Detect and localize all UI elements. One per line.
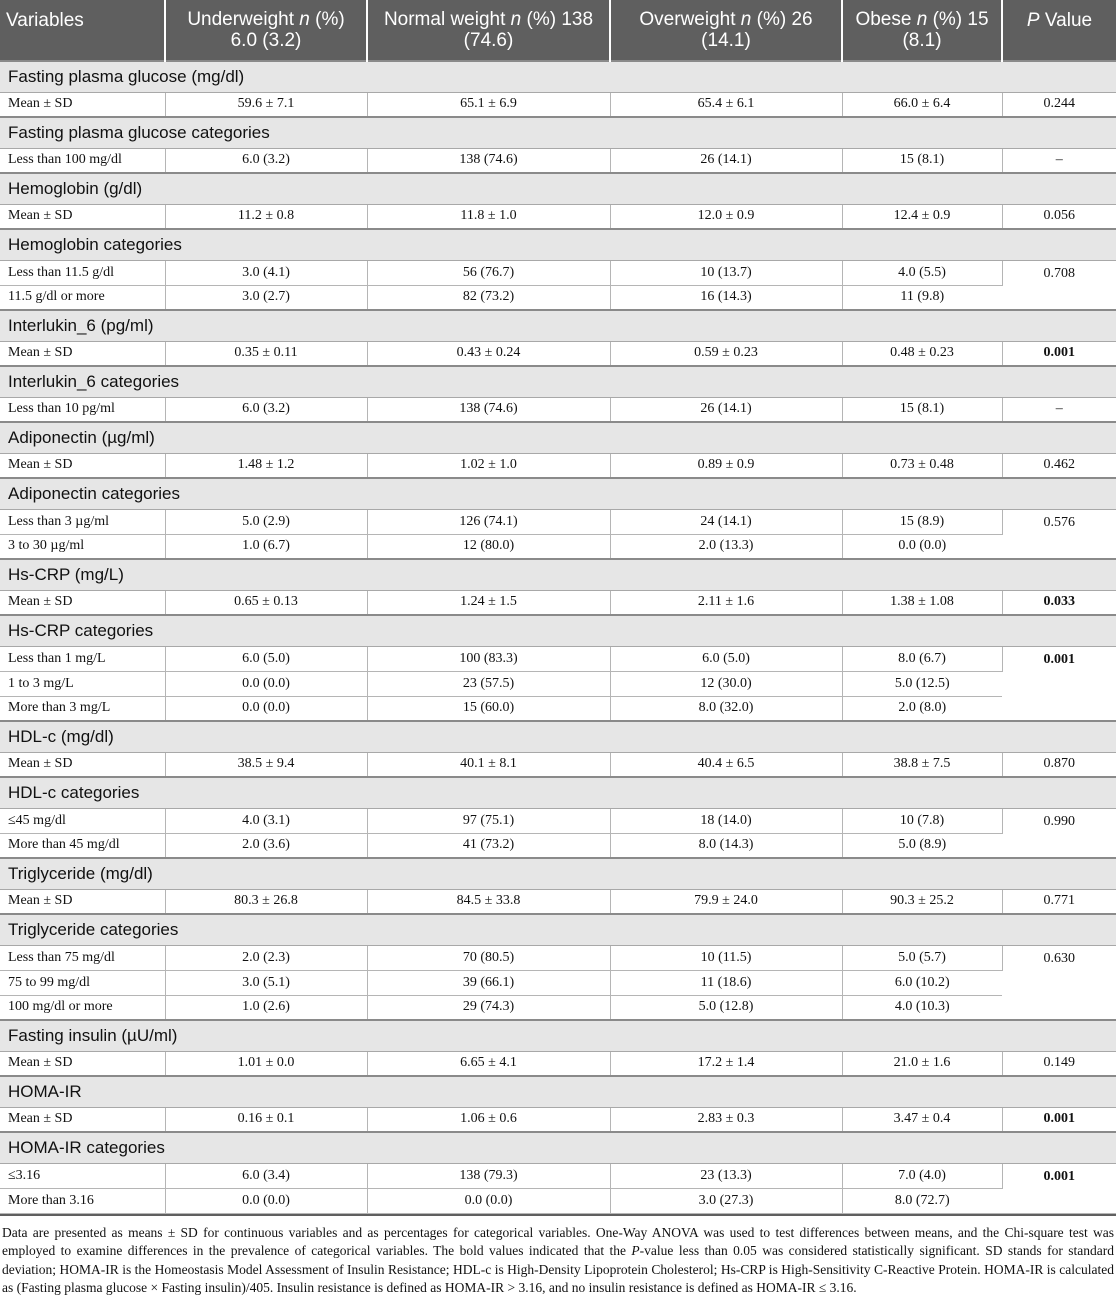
cell-overweight: 23 (13.3): [610, 1163, 842, 1188]
section-header-row: [0, 310, 1116, 341]
cell-normal-weight: 82 (73.2): [367, 285, 610, 310]
section-header-row: [0, 914, 1116, 945]
cell-p-value: 0.001: [1002, 341, 1116, 366]
cell-normal-weight: 126 (74.1): [367, 509, 610, 534]
cell-p-value: 0.870: [1002, 752, 1116, 777]
cell-obese: 15 (8.1): [842, 397, 1002, 422]
row-label: More than 3 mg/L: [0, 696, 165, 721]
row-label: 100 mg/dl or more: [0, 995, 165, 1020]
row-label: Mean ± SD: [0, 204, 165, 229]
cell-obese: 66.0 ± 6.4: [842, 92, 1002, 117]
table-header: [0, 0, 1116, 61]
cell-normal-weight: 65.1 ± 6.9: [367, 92, 610, 117]
cell-normal-weight: 0.43 ± 0.24: [367, 341, 610, 366]
cell-obese: 0.48 ± 0.23: [842, 341, 1002, 366]
section-title: Fasting plasma glucose (mg/dl): [0, 61, 1116, 92]
cell-underweight: 2.0 (2.3): [165, 945, 367, 970]
cell-underweight: 4.0 (3.1): [165, 808, 367, 833]
section-title: Fasting insulin (µU/ml): [0, 1020, 1116, 1051]
row-label: Less than 3 µg/ml: [0, 509, 165, 534]
cell-underweight: 0.35 ± 0.11: [165, 341, 367, 366]
row-label: ≤3.16: [0, 1163, 165, 1188]
cell-obese: 12.4 ± 0.9: [842, 204, 1002, 229]
cell-overweight: 2.11 ± 1.6: [610, 590, 842, 615]
cell-normal-weight: 1.02 ± 1.0: [367, 453, 610, 478]
table-row: [0, 646, 1116, 671]
section-header-row: [0, 559, 1116, 590]
section-title: Interlukin_6 categories: [0, 366, 1116, 397]
section-title: HDL-c (mg/dl): [0, 721, 1116, 752]
cell-underweight: 0.65 ± 0.13: [165, 590, 367, 615]
header-normal-n: n: [510, 9, 522, 30]
section-header-row: [0, 422, 1116, 453]
cell-underweight: 38.5 ± 9.4: [165, 752, 367, 777]
table-footnote: [0, 1214, 1116, 1298]
row-label: More than 45 mg/dl: [0, 833, 165, 858]
table-row: [0, 696, 1116, 721]
cell-underweight: 59.6 ± 7.1: [165, 92, 367, 117]
row-label: 75 to 99 mg/dl: [0, 970, 165, 995]
cell-p-value: 0.244: [1002, 92, 1116, 117]
table-row: [0, 453, 1116, 478]
cell-obese: 6.0 (10.2): [842, 970, 1002, 995]
cell-normal-weight: 1.06 ± 0.6: [367, 1107, 610, 1132]
header-underweight-n: n: [299, 9, 310, 30]
table-row: [0, 285, 1116, 310]
table-row: [0, 397, 1116, 422]
cell-overweight: 3.0 (27.3): [610, 1188, 842, 1213]
section-title: HOMA-IR: [0, 1076, 1116, 1107]
cell-overweight: 6.0 (5.0): [610, 646, 842, 671]
cell-overweight: 11 (18.6): [610, 970, 842, 995]
section-header-row: [0, 777, 1116, 808]
cell-p-value: 0.462: [1002, 453, 1116, 478]
header-p-italic: P: [1026, 10, 1040, 31]
header-variables-label: Variables: [6, 10, 84, 31]
section-header-row: [0, 721, 1116, 752]
table-row: [0, 204, 1116, 229]
cell-obese: 8.0 (72.7): [842, 1188, 1002, 1213]
cell-underweight: 5.0 (2.9): [165, 509, 367, 534]
cell-obese: 15 (8.9): [842, 509, 1002, 534]
section-header-row: [0, 615, 1116, 646]
footnote-p-italic: P: [631, 1243, 640, 1258]
row-label: Less than 75 mg/dl: [0, 945, 165, 970]
row-label: Mean ± SD: [0, 752, 165, 777]
cell-underweight: 3.0 (4.1): [165, 260, 367, 285]
table-row: [0, 341, 1116, 366]
cell-underweight: 3.0 (5.1): [165, 970, 367, 995]
cell-normal-weight: 138 (79.3): [367, 1163, 610, 1188]
table-row: [0, 945, 1116, 970]
header-overweight: [610, 0, 842, 61]
section-title: HOMA-IR categories: [0, 1132, 1116, 1163]
cell-overweight: 2.83 ± 0.3: [610, 1107, 842, 1132]
header-normal-label: Normal weight: [383, 9, 511, 30]
cell-underweight: 6.0 (3.2): [165, 148, 367, 173]
section-header-row: [0, 229, 1116, 260]
cell-p-value: 0.771: [1002, 889, 1116, 914]
section-title: Hs-CRP (mg/L): [0, 559, 1116, 590]
cell-p-value: 0.576: [1002, 509, 1116, 559]
footnote-text-2: -value less than 0.05 was considered statistically significant. SD stands for standard deviation; HOMA-IR is the Homeostasis Model Assessment of Insulin Resistance; HDL-c is High-Density Lipoprotein Cholesterol; Hs-CRP is High-Sensitivity C-Reactive Protein. HOMA-IR is calculated as (Fasting plasma glucose × Fasting insulin)/405. Insulin resistance is defined as HOMA-IR > 3.16, and no insulin resistance is defined as HOMA-IR ≤ 3.16.: [2, 1243, 1114, 1295]
cell-overweight: 18 (14.0): [610, 808, 842, 833]
table-row: [0, 534, 1116, 559]
table-row: [0, 509, 1116, 534]
section-title: Hemoglobin (g/dl): [0, 173, 1116, 204]
header-obese-label: Obese: [855, 9, 917, 30]
cell-obese: 4.0 (5.5): [842, 260, 1002, 285]
row-label: Less than 100 mg/dl: [0, 148, 165, 173]
cell-normal-weight: 84.5 ± 33.8: [367, 889, 610, 914]
section-header-row: [0, 858, 1116, 889]
cell-underweight: 6.0 (3.4): [165, 1163, 367, 1188]
section-header-row: [0, 173, 1116, 204]
section-title: Adiponectin (µg/ml): [0, 422, 1116, 453]
section-title: Interlukin_6 (pg/ml): [0, 310, 1116, 341]
table-row: [0, 92, 1116, 117]
cell-underweight: 3.0 (2.7): [165, 285, 367, 310]
header-obese-n: n: [916, 9, 928, 30]
cell-normal-weight: 41 (73.2): [367, 833, 610, 858]
table-row: [0, 889, 1116, 914]
cell-normal-weight: 1.24 ± 1.5: [367, 590, 610, 615]
cell-obese: 0.73 ± 0.48: [842, 453, 1002, 478]
cell-overweight: 5.0 (12.8): [610, 995, 842, 1020]
cell-overweight: 79.9 ± 24.0: [610, 889, 842, 914]
cell-obese: 5.0 (12.5): [842, 671, 1002, 696]
row-label: 11.5 g/dl or more: [0, 285, 165, 310]
table-row: [0, 671, 1116, 696]
cell-underweight: 1.48 ± 1.2: [165, 453, 367, 478]
table-row: [0, 148, 1116, 173]
cell-normal-weight: 97 (75.1): [367, 808, 610, 833]
table-row: [0, 995, 1116, 1020]
header-obese: [842, 0, 1002, 61]
header-variables: [0, 0, 165, 61]
row-label: 3 to 30 µg/ml: [0, 534, 165, 559]
table-row: [0, 590, 1116, 615]
cell-overweight: 16 (14.3): [610, 285, 842, 310]
table-row: [0, 1051, 1116, 1076]
cell-p-value: 0.001: [1002, 646, 1116, 721]
cell-obese: 0.0 (0.0): [842, 534, 1002, 559]
section-header-row: [0, 1076, 1116, 1107]
section-title: Hemoglobin categories: [0, 229, 1116, 260]
cell-overweight: 40.4 ± 6.5: [610, 752, 842, 777]
header-normal-count: (%) 138 (74.6): [463, 9, 594, 51]
cell-underweight: 0.0 (0.0): [165, 671, 367, 696]
cell-underweight: 6.0 (5.0): [165, 646, 367, 671]
cell-normal-weight: 29 (74.3): [367, 995, 610, 1020]
cell-underweight: 6.0 (3.2): [165, 397, 367, 422]
cell-obese: 38.8 ± 7.5: [842, 752, 1002, 777]
cell-overweight: 8.0 (14.3): [610, 833, 842, 858]
cell-overweight: 2.0 (13.3): [610, 534, 842, 559]
cell-underweight: 11.2 ± 0.8: [165, 204, 367, 229]
cell-p-value: 0.001: [1002, 1107, 1116, 1132]
cell-obese: 8.0 (6.7): [842, 646, 1002, 671]
cell-normal-weight: 70 (80.5): [367, 945, 610, 970]
section-header-row: [0, 1132, 1116, 1163]
table-row: [0, 1107, 1116, 1132]
cell-obese: 10 (7.8): [842, 808, 1002, 833]
cell-overweight: 0.59 ± 0.23: [610, 341, 842, 366]
cell-normal-weight: 6.65 ± 4.1: [367, 1051, 610, 1076]
cell-normal-weight: 12 (80.0): [367, 534, 610, 559]
cell-p-value: –: [1002, 148, 1116, 173]
cell-underweight: 1.0 (6.7): [165, 534, 367, 559]
table-row: [0, 970, 1116, 995]
cell-underweight: 1.01 ± 0.0: [165, 1051, 367, 1076]
cell-overweight: 12 (30.0): [610, 671, 842, 696]
cell-obese: 11 (9.8): [842, 285, 1002, 310]
row-label: 1 to 3 mg/L: [0, 671, 165, 696]
header-overweight-label: Overweight: [639, 9, 741, 30]
cell-underweight: 0.16 ± 0.1: [165, 1107, 367, 1132]
cell-normal-weight: 56 (76.7): [367, 260, 610, 285]
cell-p-value: 0.033: [1002, 590, 1116, 615]
section-title: HDL-c categories: [0, 777, 1116, 808]
cell-normal-weight: 100 (83.3): [367, 646, 610, 671]
cell-p-value: 0.708: [1002, 260, 1116, 310]
cell-overweight: 10 (11.5): [610, 945, 842, 970]
cell-normal-weight: 39 (66.1): [367, 970, 610, 995]
footnote-text-1: Data are presented as means ± SD for continuous variables and as percentages for categorical variables. One-Way ANOVA was used to test differences between means, and the Chi-square test was employed to examine differences in the prevalence of categorical variables. The bold values indicated that the: [2, 1224, 1114, 1258]
cell-obese: 15 (8.1): [842, 148, 1002, 173]
header-obese-count: (%) 15 (8.1): [902, 9, 989, 51]
header-underweight: [165, 0, 367, 61]
header-underweight-count: (%) 6.0 (3.2): [230, 9, 345, 51]
cell-normal-weight: 138 (74.6): [367, 148, 610, 173]
cell-obese: 7.0 (4.0): [842, 1163, 1002, 1188]
cell-p-value: 0.001: [1002, 1163, 1116, 1213]
section-header-row: [0, 61, 1116, 92]
table-row: [0, 260, 1116, 285]
row-label: Mean ± SD: [0, 453, 165, 478]
header-overweight-count: (%) 26 (14.1): [701, 9, 813, 51]
section-title: Hs-CRP categories: [0, 615, 1116, 646]
table-row: [0, 1163, 1116, 1188]
cell-underweight: 2.0 (3.6): [165, 833, 367, 858]
row-label: Mean ± SD: [0, 92, 165, 117]
cell-obese: 4.0 (10.3): [842, 995, 1002, 1020]
cell-p-value: –: [1002, 397, 1116, 422]
table-row: [0, 1188, 1116, 1213]
cell-obese: 5.0 (5.7): [842, 945, 1002, 970]
cell-obese: 90.3 ± 25.2: [842, 889, 1002, 914]
row-label: Mean ± SD: [0, 341, 165, 366]
section-header-row: [0, 1020, 1116, 1051]
cell-normal-weight: 138 (74.6): [367, 397, 610, 422]
header-p-label: Value: [1039, 10, 1093, 31]
cell-obese: 3.47 ± 0.4: [842, 1107, 1002, 1132]
cell-obese: 1.38 ± 1.08: [842, 590, 1002, 615]
section-title: Fasting plasma glucose categories: [0, 117, 1116, 148]
cell-normal-weight: 40.1 ± 8.1: [367, 752, 610, 777]
cell-normal-weight: 15 (60.0): [367, 696, 610, 721]
cell-overweight: 24 (14.1): [610, 509, 842, 534]
cell-overweight: 12.0 ± 0.9: [610, 204, 842, 229]
cell-normal-weight: 23 (57.5): [367, 671, 610, 696]
cell-p-value: 0.990: [1002, 808, 1116, 858]
cell-normal-weight: 0.0 (0.0): [367, 1188, 610, 1213]
cell-obese: 2.0 (8.0): [842, 696, 1002, 721]
cell-overweight: 65.4 ± 6.1: [610, 92, 842, 117]
cell-overweight: 0.89 ± 0.9: [610, 453, 842, 478]
table-row: [0, 833, 1116, 858]
section-title: Triglyceride categories: [0, 914, 1116, 945]
cell-normal-weight: 11.8 ± 1.0: [367, 204, 610, 229]
section-title: Adiponectin categories: [0, 478, 1116, 509]
cell-underweight: 1.0 (2.6): [165, 995, 367, 1020]
row-label: Mean ± SD: [0, 1051, 165, 1076]
header-normal-weight: [367, 0, 610, 61]
header-p-value: [1002, 0, 1116, 61]
cell-overweight: 26 (14.1): [610, 148, 842, 173]
row-label: Less than 1 mg/L: [0, 646, 165, 671]
header-underweight-label: Underweight: [187, 9, 300, 30]
header-overweight-n: n: [740, 9, 752, 30]
table-row: [0, 808, 1116, 833]
cell-p-value: 0.149: [1002, 1051, 1116, 1076]
row-label: Mean ± SD: [0, 590, 165, 615]
cell-obese: 5.0 (8.9): [842, 833, 1002, 858]
row-label: ≤45 mg/dl: [0, 808, 165, 833]
section-header-row: [0, 478, 1116, 509]
cell-obese: 21.0 ± 1.6: [842, 1051, 1002, 1076]
cell-p-value: 0.056: [1002, 204, 1116, 229]
section-header-row: [0, 366, 1116, 397]
row-label: Less than 11.5 g/dl: [0, 260, 165, 285]
cell-underweight: 80.3 ± 26.8: [165, 889, 367, 914]
section-title: Triglyceride (mg/dl): [0, 858, 1116, 889]
cell-p-value: 0.630: [1002, 945, 1116, 1020]
row-label: Mean ± SD: [0, 889, 165, 914]
row-label: More than 3.16: [0, 1188, 165, 1213]
section-header-row: [0, 117, 1116, 148]
table-row: [0, 752, 1116, 777]
cell-overweight: 26 (14.1): [610, 397, 842, 422]
cell-overweight: 8.0 (32.0): [610, 696, 842, 721]
cell-overweight: 10 (13.7): [610, 260, 842, 285]
table-body: [0, 61, 1116, 1213]
cell-underweight: 0.0 (0.0): [165, 696, 367, 721]
row-label: Less than 10 pg/ml: [0, 397, 165, 422]
cell-underweight: 0.0 (0.0): [165, 1188, 367, 1213]
row-label: Mean ± SD: [0, 1107, 165, 1132]
cell-overweight: 17.2 ± 1.4: [610, 1051, 842, 1076]
